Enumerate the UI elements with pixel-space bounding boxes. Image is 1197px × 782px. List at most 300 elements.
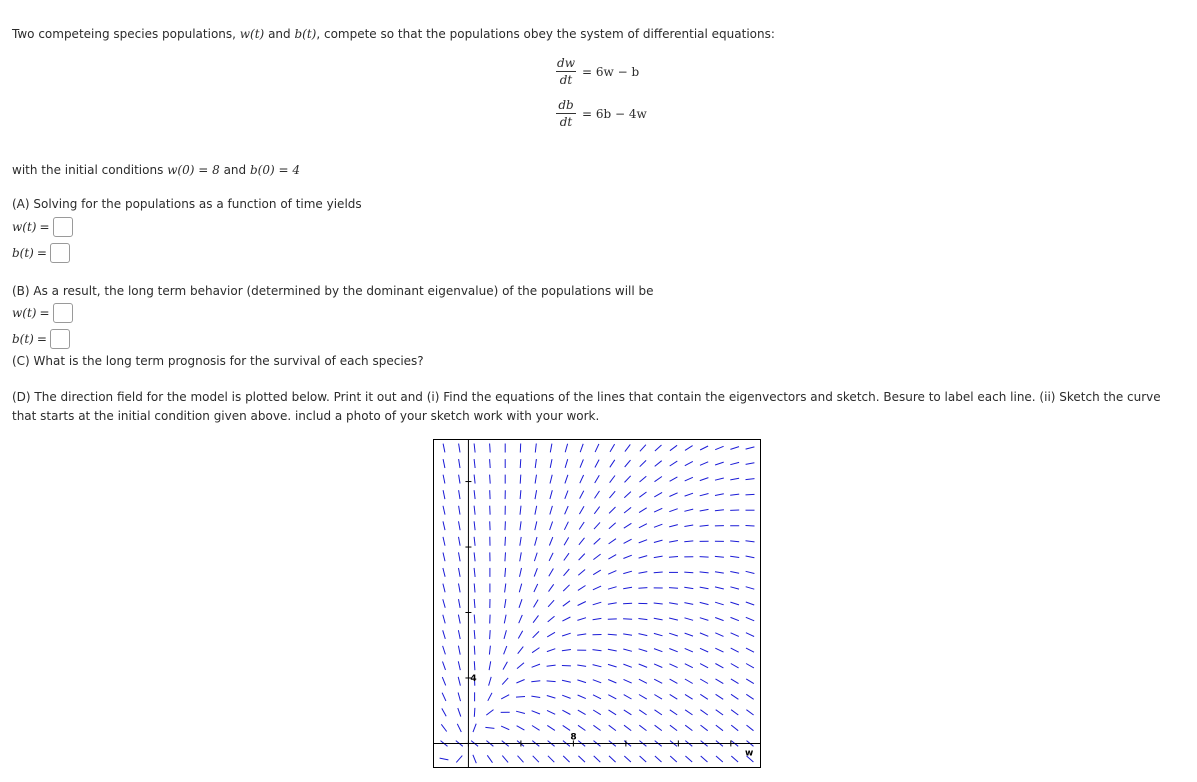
field-segment (746, 447, 755, 449)
part-b-b-row (12, 327, 70, 351)
field-segment (505, 537, 506, 546)
part-b-w-row (12, 301, 73, 325)
field-segment (563, 756, 569, 762)
field-segment (623, 555, 631, 558)
field-segment (440, 758, 449, 760)
field-segment (442, 677, 445, 685)
field-segment (535, 459, 536, 468)
field-segment (700, 587, 709, 589)
part-a-w-equals: = (39, 220, 50, 234)
field-segment (443, 490, 445, 499)
field-segment (550, 506, 553, 515)
field-segment (547, 632, 555, 637)
field-segment (550, 475, 552, 484)
field-segment (731, 756, 738, 762)
field-segment (639, 492, 646, 497)
field-segment (547, 665, 556, 666)
field-segment (715, 664, 723, 668)
field-segment (685, 633, 693, 636)
field-segment (550, 459, 552, 468)
field-segment (623, 664, 631, 667)
field-segment (548, 756, 554, 762)
field-segment (443, 630, 446, 639)
field-segment (474, 630, 475, 639)
field-segment (501, 695, 509, 699)
field-segment (459, 584, 461, 593)
field-segment (459, 568, 461, 577)
field-segment (731, 725, 738, 731)
field-segment (579, 506, 584, 514)
field-segment (595, 475, 600, 483)
field-segment (549, 537, 552, 545)
field-segment (654, 508, 662, 512)
field-segment (593, 710, 601, 715)
field-segment (715, 556, 724, 557)
field-segment (490, 444, 491, 453)
field-segment (474, 584, 475, 593)
field-segment (579, 554, 585, 561)
field-segment (535, 475, 536, 484)
field-segment (685, 664, 693, 668)
field-segment (458, 693, 460, 702)
field-segment (685, 679, 693, 684)
field-segment (593, 695, 601, 699)
field-segment (624, 539, 632, 543)
field-segment (730, 572, 739, 574)
field-segment (579, 538, 585, 545)
field-segment (564, 537, 569, 545)
field-segment (578, 586, 586, 591)
field-segment (623, 571, 632, 573)
field-segment (685, 461, 693, 465)
field-segment (609, 756, 616, 762)
field-segment (595, 491, 600, 499)
field-segment (550, 522, 553, 531)
field-segment (443, 537, 445, 546)
field-segment (746, 602, 754, 605)
field-segment (746, 494, 755, 495)
field-segment (594, 756, 601, 762)
field-segment (730, 494, 739, 495)
field-segment (639, 664, 647, 667)
field-segment (578, 756, 585, 762)
part-a-w-label: w(t) (12, 220, 37, 234)
part-a-w-row (12, 215, 73, 239)
field-segment (564, 522, 568, 530)
field-segment (654, 618, 663, 620)
field-segment (459, 490, 460, 499)
field-segment (746, 571, 755, 573)
field-segment (442, 693, 446, 701)
part-a-w-input[interactable] (53, 217, 73, 237)
field-segment (730, 462, 739, 464)
field-segment (655, 725, 662, 730)
field-segment (443, 615, 445, 624)
field-segment (730, 587, 739, 589)
intro-text-and: and (264, 27, 295, 41)
field-segment (670, 756, 677, 762)
field-segment (746, 633, 754, 637)
field-segment (580, 444, 583, 452)
field-segment (746, 694, 753, 699)
field-segment (731, 664, 739, 668)
field-segment (623, 619, 632, 620)
field-segment (474, 552, 475, 561)
field-segment (563, 585, 569, 591)
field-segment (654, 695, 662, 700)
field-segment (593, 725, 600, 730)
eq2-numerator: db (558, 98, 574, 112)
field-segment (474, 459, 475, 468)
field-segment (577, 618, 586, 621)
field-segment (624, 756, 631, 762)
field-segment (489, 661, 491, 670)
field-segment (639, 710, 646, 715)
field-segment (623, 634, 632, 635)
field-segment (519, 599, 522, 608)
field-segment (746, 679, 754, 684)
field-segment (654, 649, 662, 652)
field-segment (458, 615, 460, 624)
eq2-rhs: = 6b − 4w (582, 107, 647, 121)
field-segment (578, 570, 585, 576)
field-segment (730, 447, 739, 450)
field-segment (684, 541, 693, 542)
field-segment (580, 491, 584, 499)
field-segment (458, 677, 460, 686)
field-segment (532, 648, 539, 653)
field-segment (639, 540, 647, 543)
field-segment (715, 510, 724, 511)
field-segment (716, 710, 723, 715)
field-segment (504, 646, 507, 654)
field-segment (716, 756, 723, 762)
field-segment (533, 756, 539, 762)
field-segment (715, 602, 724, 605)
field-segment (700, 648, 708, 652)
field-segment (578, 695, 586, 699)
field-segment (505, 568, 506, 577)
field-segment (503, 662, 507, 670)
field-segment (580, 459, 583, 467)
field-segment (564, 553, 569, 560)
field-segment (639, 649, 648, 652)
field-segment (549, 584, 554, 591)
field-segment (565, 475, 568, 484)
part-b-prompt: (B) As a result, the long term behavior (determined by the dominant eigenvalue) of the populations will be (12, 284, 654, 298)
var-w-t: w(t) (239, 27, 265, 41)
field-segment (547, 649, 555, 652)
field-segment (517, 663, 524, 669)
field-segment (700, 710, 707, 715)
field-segment (669, 557, 678, 558)
field-segment (501, 726, 509, 730)
field-segment (486, 710, 493, 716)
intro-text-a: Two competeing species populations, (12, 27, 240, 41)
field-segment (608, 680, 616, 684)
field-segment (518, 647, 524, 654)
field-segment (654, 664, 662, 668)
field-segment (684, 572, 693, 573)
field-segment (700, 664, 708, 668)
field-segment (731, 648, 739, 652)
field-segment (548, 600, 554, 607)
field-segment (459, 552, 461, 561)
field-segment (746, 710, 753, 715)
field-segment (670, 461, 678, 466)
field-segment (550, 444, 552, 453)
field-segment (443, 506, 445, 515)
field-segment (685, 710, 692, 715)
field-segment (490, 459, 491, 468)
field-segment (474, 506, 475, 515)
field-segment (684, 587, 693, 588)
field-segment (459, 599, 461, 608)
field-segment (715, 648, 723, 652)
field-segment (443, 599, 445, 608)
field-segment (518, 756, 524, 763)
field-segment (458, 646, 460, 655)
field-segment (474, 708, 475, 717)
field-segment (639, 634, 648, 636)
field-segment (731, 633, 739, 637)
field-segment (670, 679, 678, 683)
field-segment (624, 710, 632, 715)
part-b-w-equals: = (39, 306, 50, 320)
field-segment (531, 681, 540, 682)
field-segment (535, 537, 537, 546)
field-segment (625, 444, 630, 451)
field-segment (443, 568, 445, 577)
x-tick-label-8: 8 (570, 732, 577, 743)
field-segment (700, 478, 709, 481)
part-a-b-equals: = (36, 246, 47, 260)
field-segment (715, 478, 724, 480)
field-segment (715, 587, 724, 589)
field-segment (594, 522, 600, 529)
field-segment (609, 710, 617, 715)
field-segment (654, 524, 662, 527)
field-segment (443, 662, 446, 670)
field-segment (520, 490, 521, 499)
field-segment (655, 710, 662, 715)
field-segment (505, 584, 506, 593)
field-segment (700, 557, 709, 558)
field-segment (670, 477, 678, 481)
field-segment (747, 725, 754, 731)
field-segment (700, 633, 708, 636)
field-segment (520, 537, 521, 546)
field-segment (532, 726, 540, 731)
field-segment (459, 475, 460, 484)
field-segment (489, 677, 492, 686)
field-segment (595, 444, 599, 452)
field-segment (474, 475, 475, 484)
field-segment (473, 724, 476, 732)
field-segment (654, 633, 663, 635)
field-segment (505, 599, 506, 608)
field-segment (519, 584, 521, 593)
initial-prefix: with the initial conditions (12, 163, 168, 177)
equation-1 (556, 56, 676, 92)
field-segment (609, 507, 615, 513)
field-segment (746, 664, 754, 668)
field-segment (640, 756, 647, 762)
field-segment (670, 725, 677, 730)
field-segment (610, 460, 615, 468)
field-segment (562, 617, 570, 621)
part-a-b-label: b(t) (12, 246, 34, 260)
part-a-b-row (12, 241, 70, 265)
field-segment (654, 540, 663, 542)
field-segment (580, 475, 584, 483)
field-segment (610, 444, 615, 452)
field-segment (746, 526, 755, 527)
field-segment (608, 603, 617, 604)
field-segment (578, 710, 586, 715)
y-tick-label-4: 4 (470, 673, 477, 684)
field-segment (534, 553, 537, 562)
field-segment (534, 568, 537, 576)
field-segment (685, 446, 693, 451)
field-segment (684, 603, 693, 605)
field-segment (638, 588, 647, 589)
field-segment (442, 708, 446, 716)
field-segment (579, 522, 584, 530)
field-segment (535, 490, 537, 499)
field-segment (593, 586, 601, 590)
field-segment (594, 507, 599, 514)
field-segment (700, 618, 709, 621)
field-segment (715, 494, 724, 496)
field-segment (624, 695, 632, 699)
field-segment (593, 570, 601, 575)
field-segment (533, 631, 539, 637)
field-segment (443, 475, 445, 484)
field-segment (685, 725, 692, 730)
field-segment (654, 556, 663, 558)
field-segment (441, 724, 446, 731)
field-segment (520, 521, 521, 530)
field-segment (473, 755, 476, 763)
field-segment (532, 711, 540, 714)
field-segment (594, 538, 601, 544)
part-c-prompt: (C) What is the long term prognosis for the survival of each species? (12, 354, 424, 368)
field-segment (700, 679, 708, 684)
initial-conditions (12, 163, 300, 177)
eq1-fraction (556, 56, 576, 87)
field-segment (564, 569, 570, 576)
field-segment (562, 710, 570, 714)
field-segment (593, 618, 602, 619)
field-segment (459, 444, 460, 453)
field-segment (517, 726, 525, 730)
field-segment (670, 445, 677, 450)
field-segment (504, 615, 506, 624)
field-segment (639, 725, 646, 730)
field-segment (639, 679, 647, 683)
field-segment (715, 446, 723, 449)
field-segment (520, 568, 522, 577)
field-segment (547, 710, 555, 714)
field-segment (489, 646, 490, 655)
field-segment (654, 572, 663, 573)
field-segment (562, 680, 571, 682)
eq2-denominator: dt (559, 115, 573, 129)
field-segment (610, 476, 615, 483)
field-segment (731, 710, 738, 715)
field-segment (731, 617, 739, 620)
field-segment (593, 602, 602, 605)
field-segment (595, 460, 599, 468)
field-segment (685, 694, 693, 699)
field-segment (443, 521, 445, 530)
field-segment (459, 537, 461, 546)
field-segment (474, 646, 475, 655)
field-segment (535, 521, 537, 530)
field-segment (700, 446, 708, 450)
field-segment (518, 631, 522, 639)
field-segment (549, 569, 554, 577)
eq2-fraction (556, 98, 576, 129)
field-segment (609, 491, 615, 498)
part-b-w-label: w(t) (12, 306, 37, 320)
field-segment (458, 661, 460, 670)
field-segment (715, 462, 724, 465)
field-segment (608, 555, 616, 560)
field-segment (669, 509, 677, 512)
field-segment (746, 541, 755, 542)
field-segment (715, 633, 723, 637)
field-segment (746, 587, 755, 590)
field-segment (654, 492, 662, 497)
field-segment (640, 445, 646, 452)
field-segment (731, 679, 739, 684)
field-segment (608, 649, 617, 651)
field-segment (565, 459, 568, 468)
field-segment (609, 725, 616, 730)
field-segment (669, 588, 678, 589)
field-segment (577, 665, 586, 666)
field-segment (624, 523, 632, 528)
field-segment (487, 755, 492, 762)
field-segment (700, 494, 709, 496)
field-segment (608, 634, 617, 635)
field-segment (670, 710, 677, 715)
field-segment (716, 694, 724, 699)
field-segment (669, 664, 677, 668)
part-b-w-input[interactable] (53, 303, 73, 323)
field-segment (593, 680, 601, 683)
field-segment (490, 475, 491, 484)
field-segment (730, 602, 739, 605)
field-segment (638, 619, 647, 620)
field-segment (474, 661, 475, 670)
part-a-b-input[interactable] (50, 243, 70, 263)
part-b-b-input[interactable] (50, 329, 70, 349)
field-segment (608, 571, 616, 575)
field-segment (654, 679, 662, 683)
field-segment (746, 556, 755, 558)
field-segment (520, 552, 522, 561)
field-segment (562, 650, 571, 651)
eq1-denominator: dt (559, 73, 573, 87)
field-segment (700, 525, 709, 526)
field-segment (639, 695, 647, 700)
field-segment (474, 490, 475, 499)
axis-ticks (465, 482, 730, 747)
field-segment (563, 725, 570, 730)
